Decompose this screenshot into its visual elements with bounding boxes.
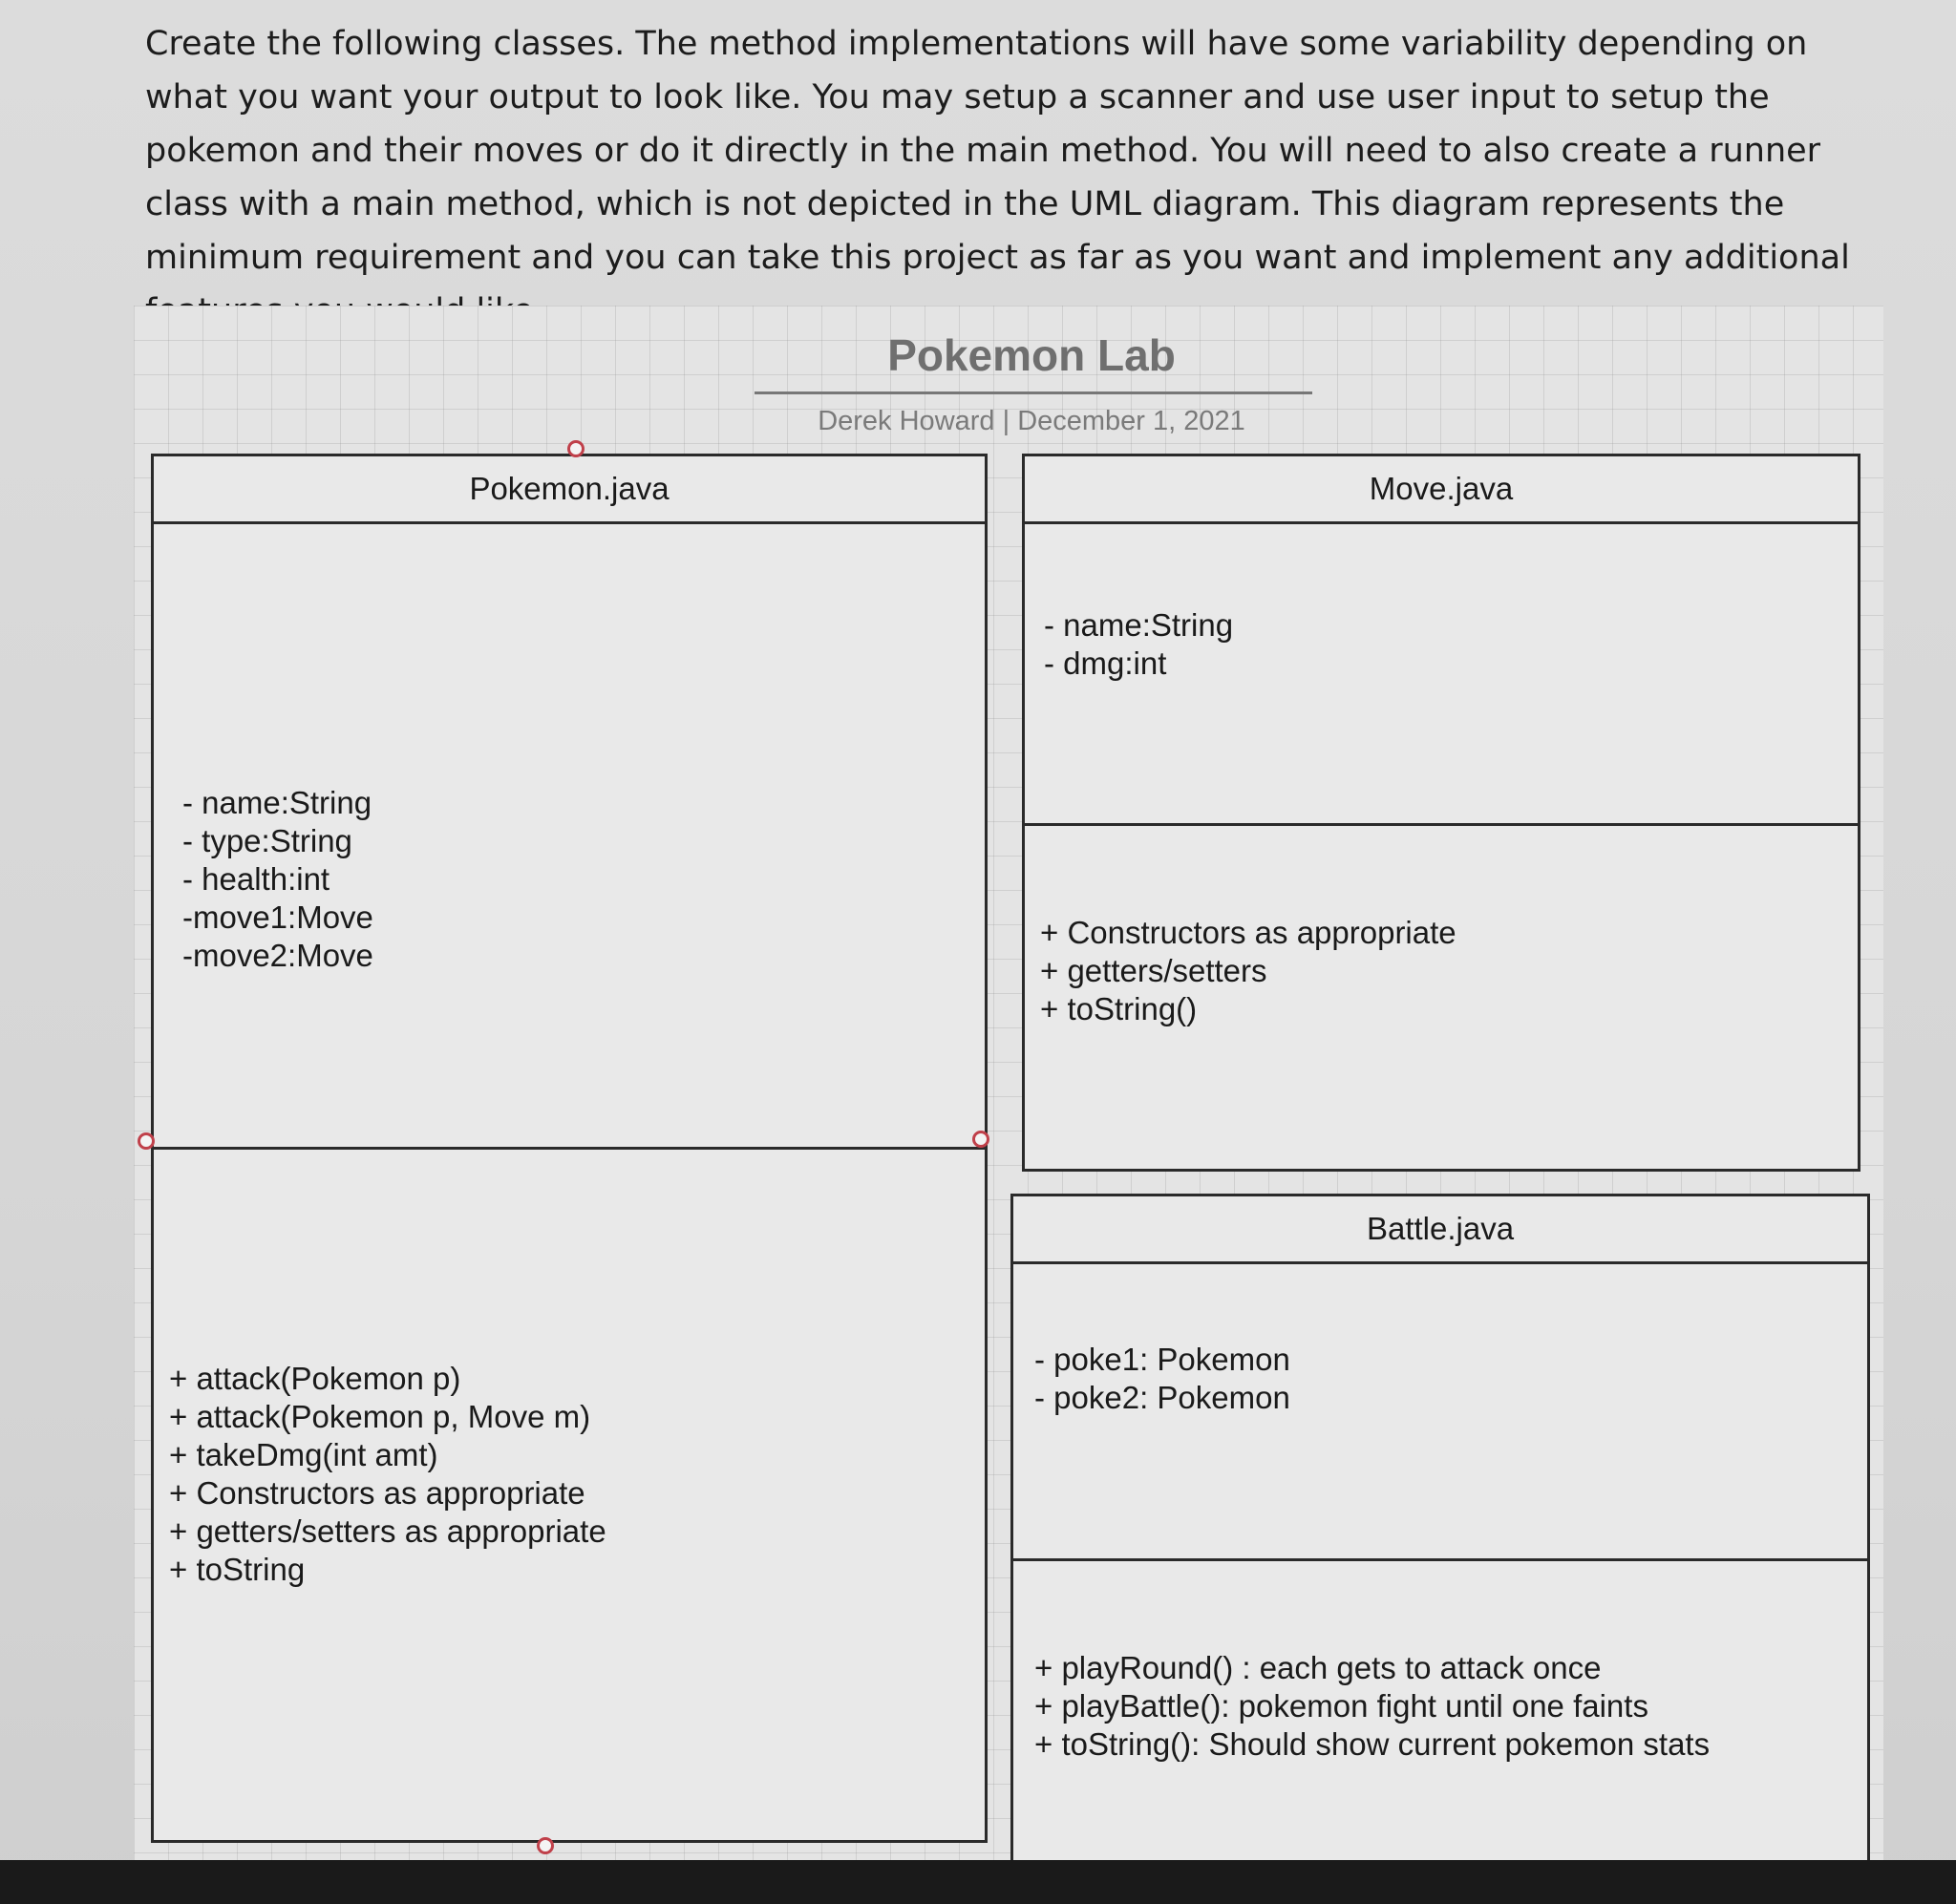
attribute-item: - dmg:int [1044,645,1167,681]
selection-handle[interactable] [537,1837,554,1854]
method-item: + Constructors as appropriate [169,1475,585,1511]
attribute-list [1044,606,1233,683]
class-name-header [154,456,985,524]
move-class-box[interactable] [1022,454,1860,1172]
attribute-list [1034,1341,1290,1417]
attribute-item: - name:String [182,785,372,820]
method-list [1040,914,1456,1028]
title-underline [755,391,1312,394]
battle-class-box[interactable] [1010,1194,1870,1868]
diagram-subtitle: Derek Howard | December 1, 2021 [818,406,1245,436]
class-name: Pokemon.java [469,471,670,506]
method-list [1034,1649,1710,1764]
attribute-item: - type:String [182,823,352,858]
attributes-section [1013,1264,1867,1558]
pokemon-class-box[interactable] [151,454,988,1843]
method-item: + toString [169,1552,306,1587]
method-item: + toString(): Should show current pokemon stats [1034,1726,1711,1762]
methods-section [154,1147,985,1840]
attributes-section [1025,524,1858,823]
attribute-list [182,784,373,975]
instructions-paragraph: Create the following classes. The method implementations will have some variability depending on what you want your output to look like. You may setup a scanner and use user input to setup the pokemon and their moves or do it directly in the main method. You will need to also create a runner class with a main method, which is not depicted in the UML diagram. This diagram represents the minimum requirement and you can take this project as far as you want and implement any additional [145,25,1850,277]
method-item: + attack(Pokemon p, Move m) [169,1399,591,1434]
attribute-item: -move2:Move [182,938,373,973]
method-item: + takeDmg(int amt) [169,1437,438,1472]
method-item: + getters/setters [1040,953,1267,988]
attribute-item: - poke1: Pokemon [1034,1342,1290,1377]
class-name: Move.java [1369,471,1514,506]
method-item: + toString() [1040,991,1198,1026]
diagram-title: Pokemon Lab [887,330,1176,380]
method-item: + playBattle(): pokemon fight until one faints [1034,1688,1648,1724]
method-item: + getters/setters as appropriate [169,1513,606,1549]
attribute-item: - poke2: Pokemon [1034,1380,1290,1415]
method-item: + Constructors as appropriate [1040,915,1456,950]
method-item: + attack(Pokemon p) [169,1361,461,1396]
class-name-header [1013,1196,1867,1264]
class-name-header [1025,456,1858,524]
selection-handle[interactable] [972,1131,989,1148]
attribute-item: - health:int [182,861,330,897]
method-item: + playRound() : each gets to attack once [1034,1650,1602,1685]
methods-section [1013,1558,1867,1865]
attributes-section [154,524,985,1147]
method-list [169,1360,606,1589]
screen-edge [0,1860,1956,1904]
class-name: Battle.java [1366,1211,1515,1246]
methods-section [1025,823,1858,1169]
attribute-item: -move1:Move [182,899,373,935]
selection-handle[interactable] [138,1132,155,1150]
selection-handle[interactable] [567,440,585,457]
attribute-item: - name:String [1044,607,1234,643]
